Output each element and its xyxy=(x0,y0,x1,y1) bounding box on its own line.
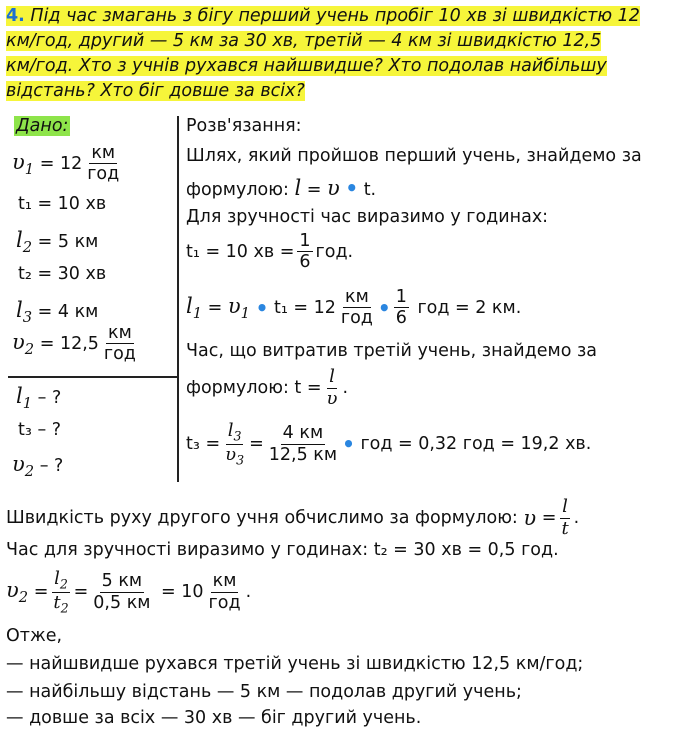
vertical-divider xyxy=(177,116,179,482)
find-l1: $l_1$ – ? xyxy=(16,384,62,413)
given-v1-value: 12 xyxy=(59,153,83,174)
task-line-2: км/год, другий — 5 км за 30 хв, третій — 4 км зі швидкістю 12,5 xyxy=(6,31,602,51)
task-line-3: км/год. Хто з учнів рухався найшвидше? Хто подолав найбільшу xyxy=(6,56,607,76)
given-v2: $\upsilon_2$ = 12,5 $\frac{км}{\text{год}}$ xyxy=(12,323,136,365)
given-t2: t₂ = 30 хв xyxy=(18,264,107,284)
task-text xyxy=(6,4,640,104)
solution-title: Розв'язання: xyxy=(186,116,302,136)
solution-line-1: Шлях, який пройшов перший учень, знайдемо за xyxy=(186,146,642,166)
given-t1: t₁ = 10 хв xyxy=(18,194,107,214)
given-v1-unit: $\frac{км}{\text{год}}$ xyxy=(87,143,120,185)
given-v2-unit: $\frac{км}{\text{год}}$ xyxy=(103,323,136,365)
given-heading xyxy=(14,116,70,136)
time2-line: Час для зручності виразимо у годинах: t₂ = 30 хв = 0,5 год. xyxy=(6,540,559,560)
conclusion-2: — найбільшу відстань — 5 км — подолав другий учень; xyxy=(6,682,522,702)
solution-line-4: Час, що витратив третій учень, знайдемо за xyxy=(186,341,597,361)
find-v2: $\upsilon_2$ – ? xyxy=(12,452,64,481)
conclusion-1: — найшвидше рухався третій учень зі швидкістю 12,5 км/год; xyxy=(6,654,584,674)
horizontal-divider xyxy=(8,376,178,378)
given-l3: $l_3 = 4$ км xyxy=(16,298,99,327)
solution-l1-calc: $l_1$ = $\upsilon_1$ • t₁ = 12 $\frac{км}{\text{год}}$ • $\frac{1}{6}$ год = 2 км. xyxy=(186,287,522,329)
conclusion-heading: Отже, xyxy=(6,626,63,646)
solution-t3-calc: t₃ = $\frac{l_3}{\upsilon_3}$ = $\frac{4 км}{12,5 км}$ • год = 0,32 год = 19,2 хв. xyxy=(186,420,592,468)
solution-formula-1: формулою: l = υ • t. xyxy=(186,176,377,200)
task-number: 4. xyxy=(6,6,25,26)
given-v1: $\upsilon_1$ = 12 $\frac{км}{\text{год}}$ xyxy=(12,143,120,185)
task-line-4: відстань? Хто біг довше за всіх? xyxy=(6,81,305,101)
solution-formula-2: формулою: t = $\frac{l}{\upsilon}$ . xyxy=(186,366,349,409)
conclusion-3: — довше за всіх — 30 хв — біг другий учень. xyxy=(6,708,422,728)
task-line-1: Під час змагань з бігу перший учень пробіг 10 хв зі швидкістю 12 xyxy=(30,6,640,26)
solution-line-3: Для зручності час виразимо у годинах: xyxy=(186,207,549,227)
given-l2: $l_2 = 5$ км xyxy=(16,228,99,257)
speed2-line: Швидкість руху другого учня обчислимо за формулою: υ = $\frac{l}{t}$ . xyxy=(6,496,580,539)
find-t3: t₃ – ? xyxy=(18,420,62,440)
given-label: Дано: xyxy=(16,116,69,136)
v2-calc: $\upsilon_2$ = $\frac{l_2}{t_2}$ = $\frac{5 км}{0,5 км}$ = 10 $\frac{км}{\text{год}}$ . xyxy=(6,568,252,616)
solution-t1-conversion: t₁ = 10 хв = $\frac{1}{6}$ год. xyxy=(186,231,354,273)
